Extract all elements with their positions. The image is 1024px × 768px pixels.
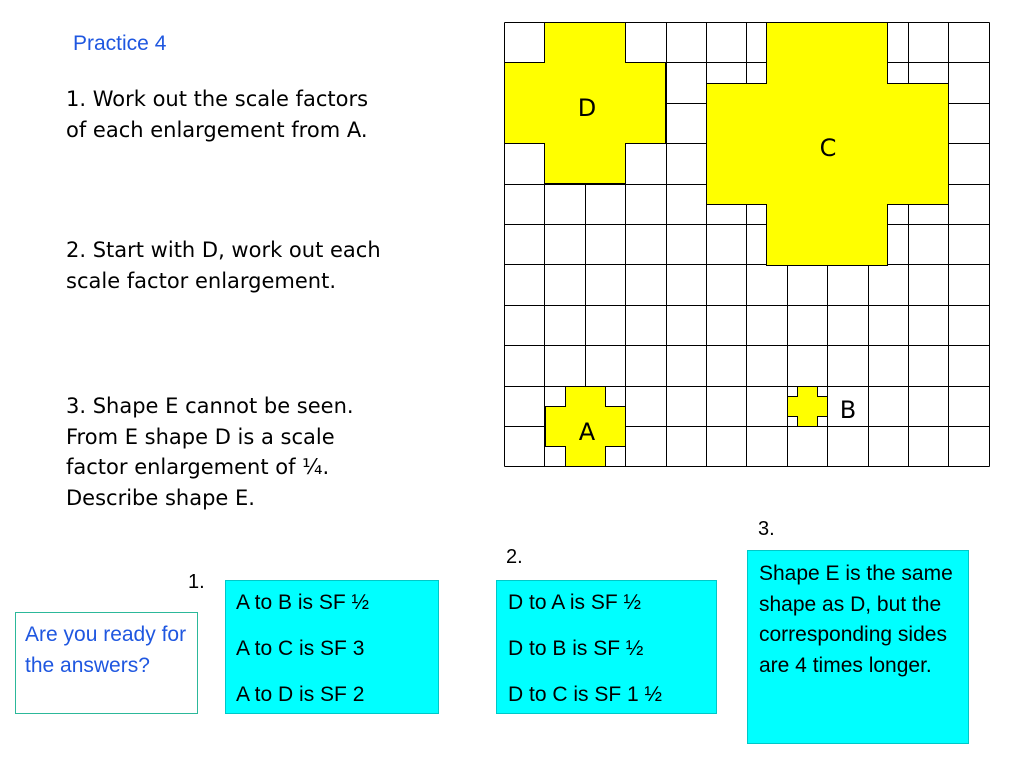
- answer-box-1: [225, 580, 439, 714]
- question-3: 3. Shape E cannot be seen. From E shape D is a scale factor enlargement of ¼. Describe shape E.: [66, 394, 354, 510]
- answer-1-line: A to B is SF ½: [236, 591, 370, 614]
- ready-for-answers-box[interactable]: Are you ready for the answers?: [15, 612, 198, 714]
- answer-2-line: D to A is SF ½: [508, 591, 642, 614]
- answer-1-line: A to C is SF 3: [236, 637, 365, 660]
- shape-b: [788, 387, 828, 427]
- question-1: 1. Work out the scale factors of each enlargement from A.: [66, 87, 369, 142]
- answer-1-number: 1.: [188, 571, 205, 593]
- answer-2-line: D to B is SF ½: [508, 637, 644, 660]
- shape-a-label: A: [578, 418, 596, 446]
- question-2: 2. Start with D, work out each scale factor enlargement.: [66, 238, 381, 293]
- answer-box-3: Shape E is the same shape as D, but the corresponding sides are 4 times longer.: [747, 550, 969, 744]
- answer-1-line: A to D is SF 2: [236, 683, 365, 706]
- shape-c-label: C: [819, 134, 837, 162]
- page-title: Practice 4: [73, 32, 167, 55]
- answer-box-2: [496, 580, 717, 714]
- answer-2-line: D to C is SF 1 ½: [508, 683, 663, 706]
- shape-d-label: D: [577, 94, 597, 122]
- square-grid: [504, 22, 990, 468]
- answer-2-number: 2.: [506, 546, 523, 568]
- answer-3-number: 3.: [758, 518, 775, 540]
- shape-b-label: B: [839, 396, 857, 424]
